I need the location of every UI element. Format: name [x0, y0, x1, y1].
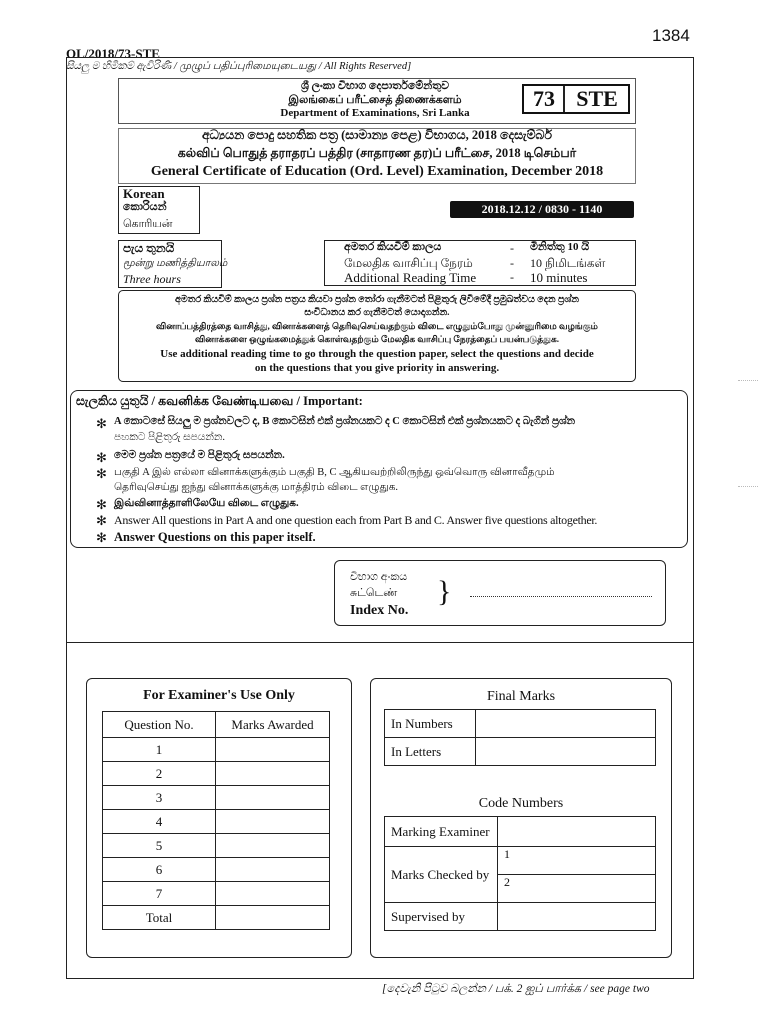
reading-value-2: 10 நிமிடங்கள்: [530, 256, 606, 270]
important-title: සැලකිය යුතුයි / கவனிக்க வேண்டியவை / Important:: [76, 394, 363, 408]
dept-tamil: இலங்கைப் பரீட்சைத் திணைக்களம்: [288, 94, 462, 106]
bullet-star-3: ✻: [96, 466, 107, 481]
divider-line: [66, 642, 694, 643]
important-item-3-line1: பகுதி A இல் எல்லா வினாக்களுக்கும் பகுதி B, C ஆகியவற்றிலிருந்து ஒவ்வொரு வினாவீதமும்: [114, 467, 555, 478]
reading-value-1: මිනිත්තු 10 යි: [530, 241, 590, 253]
in-numbers-label: In Numbers: [385, 710, 476, 738]
reading-value-3: 10 minutes: [530, 270, 588, 285]
code-numbers-table: [384, 816, 656, 931]
dept-sinhala: ශ්‍රී ලංකා විභාග දෙපාර්තමේන්තුව: [300, 80, 450, 92]
important-item-1-line2: පහකට පිළිතුරු සපයන්න.: [114, 432, 226, 443]
question-no-7: 7: [103, 882, 216, 906]
in-letters-field[interactable]: [476, 738, 656, 766]
important-item-3-line2: தெரிவுசெய்து ஐந்து வினாக்களுக்கு மாத்திரம் விடை எழுதுக.: [114, 482, 399, 493]
reading-dash-1: -: [510, 241, 514, 255]
paper-code: OL/2018/73-STE: [66, 46, 160, 61]
index-brace: }: [437, 575, 452, 608]
reading-dash-3: -: [510, 270, 514, 284]
paper-number-divider: [563, 86, 565, 112]
important-item-5-line1: Answer All questions in Part A and one question each from Part B and C. Answer five questions altogether.: [114, 513, 598, 527]
index-tamil: சுட்டெண்: [350, 587, 398, 599]
subject-tamil: கொரியன்: [123, 218, 173, 230]
reading-dash-2: -: [510, 256, 514, 270]
marks-cell-1[interactable]: [216, 738, 330, 762]
duration-sinhala: පැය තුනයි: [123, 241, 175, 255]
important-item-2-line1: මෙම ප්‍රශ්න පත්‍රයේ ම පිළිතුරු සපයන්න.: [114, 450, 285, 461]
question-no-5: 5: [103, 834, 216, 858]
date-time-badge: 2018.12.12 / 0830 - 1140: [450, 201, 634, 218]
marking-examiner-label: Marking Examiner: [385, 817, 498, 847]
bullet-star-1: ✻: [96, 416, 107, 431]
bullet-star-2: ✻: [96, 450, 107, 465]
index-number-field[interactable]: [470, 596, 652, 597]
marks-cell-3[interactable]: [216, 786, 330, 810]
subject-sinhala: කොරියන්: [123, 201, 167, 213]
important-item-4-line1: இவ்வினாத்தாளிலேயே விடை எழுதுக.: [114, 498, 299, 509]
question-no-4: 4: [103, 810, 216, 834]
page-number: 1384: [652, 26, 690, 45]
supervised-by-field[interactable]: [498, 903, 656, 931]
exam-title-sinhala: අධ්‍යයන පොදු සහතික පත්‍ර (සාමාන්‍ය පෙළ) විභාගය, 2018 දෙසැම්බර්: [201, 128, 553, 142]
bullet-star-5: ✻: [96, 513, 107, 528]
examiner-use-title: For Examiner's Use Only: [143, 688, 295, 703]
reading-label-2: மேலதிக வாசிப்பு நேரம்: [344, 256, 473, 270]
dept-english: Department of Examinations, Sri Lanka: [280, 107, 470, 119]
duration-tamil: மூன்று மணித்தியாலம்: [123, 258, 228, 269]
marks-cell-6[interactable]: [216, 858, 330, 882]
bullet-star-4: ✻: [96, 497, 107, 512]
important-item-6-line1: Answer Questions on this paper itself.: [114, 530, 316, 544]
question-no-6: 6: [103, 858, 216, 882]
rights-notice: සියලු ම හිමිකම් ඇවිරිණි / முழுப் பதிப்புரிமையுடையது / All Rights Reserved]: [66, 61, 412, 72]
edge-marks: [738, 380, 758, 381]
see-page-two: [දෙවැනි පිටුව බලන්න / பக். 2 ஐப் பார்க்க / see page two: [382, 983, 650, 995]
examiner-marks-table: [102, 711, 330, 930]
exam-title-english: General Certificate of Education (Ord. Level) Examination, December 2018: [150, 164, 604, 179]
marks-checked-label: Marks Checked by: [385, 847, 498, 903]
reading-note-english-2: on the questions that you give priority in answering.: [254, 362, 500, 374]
in-numbers-field[interactable]: [476, 710, 656, 738]
marks-cell-7[interactable]: [216, 882, 330, 906]
subject-code: STE: [576, 86, 618, 111]
index-english: Index No.: [350, 603, 409, 618]
question-no-1: 1: [103, 738, 216, 762]
reading-note-tamil-1: வினாப்பத்திரத்தை வாசித்து, வினாக்களைத் தெரிவுசெய்வதற்கும் விடை எழுதும்போது முன்னுரிமை வழங்கும்: [156, 321, 598, 331]
total-marks-cell[interactable]: [216, 906, 330, 930]
paper-number: 73: [533, 86, 555, 111]
col-marks-header: Marks Awarded: [216, 712, 330, 738]
question-no-2: 2: [103, 762, 216, 786]
reading-label-3: Additional Reading Time: [344, 270, 477, 285]
marks-checked-field-1[interactable]: 1: [498, 847, 656, 875]
exam-title-tamil: கல்விப் பொதுத் தராதரப் பத்திர (சாதாரண தர)ப் பரீட்சை, 2018 டிசெம்பர்: [177, 146, 577, 160]
edge-marks-2: [738, 486, 758, 487]
marks-cell-4[interactable]: [216, 810, 330, 834]
marks-cell-2[interactable]: [216, 762, 330, 786]
col-question-header: Question No.: [103, 712, 216, 738]
final-marks-title: Final Marks: [486, 689, 556, 704]
in-letters-label: In Letters: [385, 738, 476, 766]
reading-label-1: අමතර කියවීම් කාලය: [344, 241, 442, 253]
reading-note-sinhala-1: අමතර කියවීම් කාලය ප්‍රශ්න පත්‍රය කියවා ප්‍රශ්න තෝරා ගැනීමටත් පිළිතුරු ලිවීමේදී ප්‍රමුඛත්වය දෙන ප්‍රශ්න: [175, 295, 579, 305]
reading-note-sinhala-2: සංවිධානය කර ගැනීමටත් යොදාගන්න.: [304, 308, 450, 318]
supervised-by-label: Supervised by: [385, 903, 498, 931]
important-item-1-line1: A කොටසේ සියලු ම ප්‍රශ්නවලට ද, B කොටසින් එක් ප්‍රශ්නයකට ද C කොටසින් එක් ප්‍රශ්නයකට ද බැගින් ප්‍රශ්න: [114, 416, 576, 427]
total-label: Total: [103, 906, 216, 930]
reading-note-english-1: Use additional reading time to go through the question paper, select the questions and decide: [160, 348, 594, 360]
duration-english: Three hours: [123, 272, 181, 286]
marks-checked-field-2[interactable]: 2: [498, 875, 656, 903]
marks-cell-5[interactable]: [216, 834, 330, 858]
index-sinhala: විභාග අංකය: [350, 571, 408, 583]
code-numbers-title: Code Numbers: [478, 796, 564, 811]
final-marks-table: [384, 709, 656, 766]
question-no-3: 3: [103, 786, 216, 810]
marking-examiner-field[interactable]: [498, 817, 656, 847]
reading-note-tamil-2: வினாக்களை ஒழுங்கமைத்துக் கொள்வதற்கும் மேலதிக வாசிப்பு நேரத்தைப் பயன்படுத்துக.: [195, 334, 559, 344]
bullet-star-6: ✻: [96, 530, 107, 545]
subject-english: Korean: [123, 186, 165, 201]
